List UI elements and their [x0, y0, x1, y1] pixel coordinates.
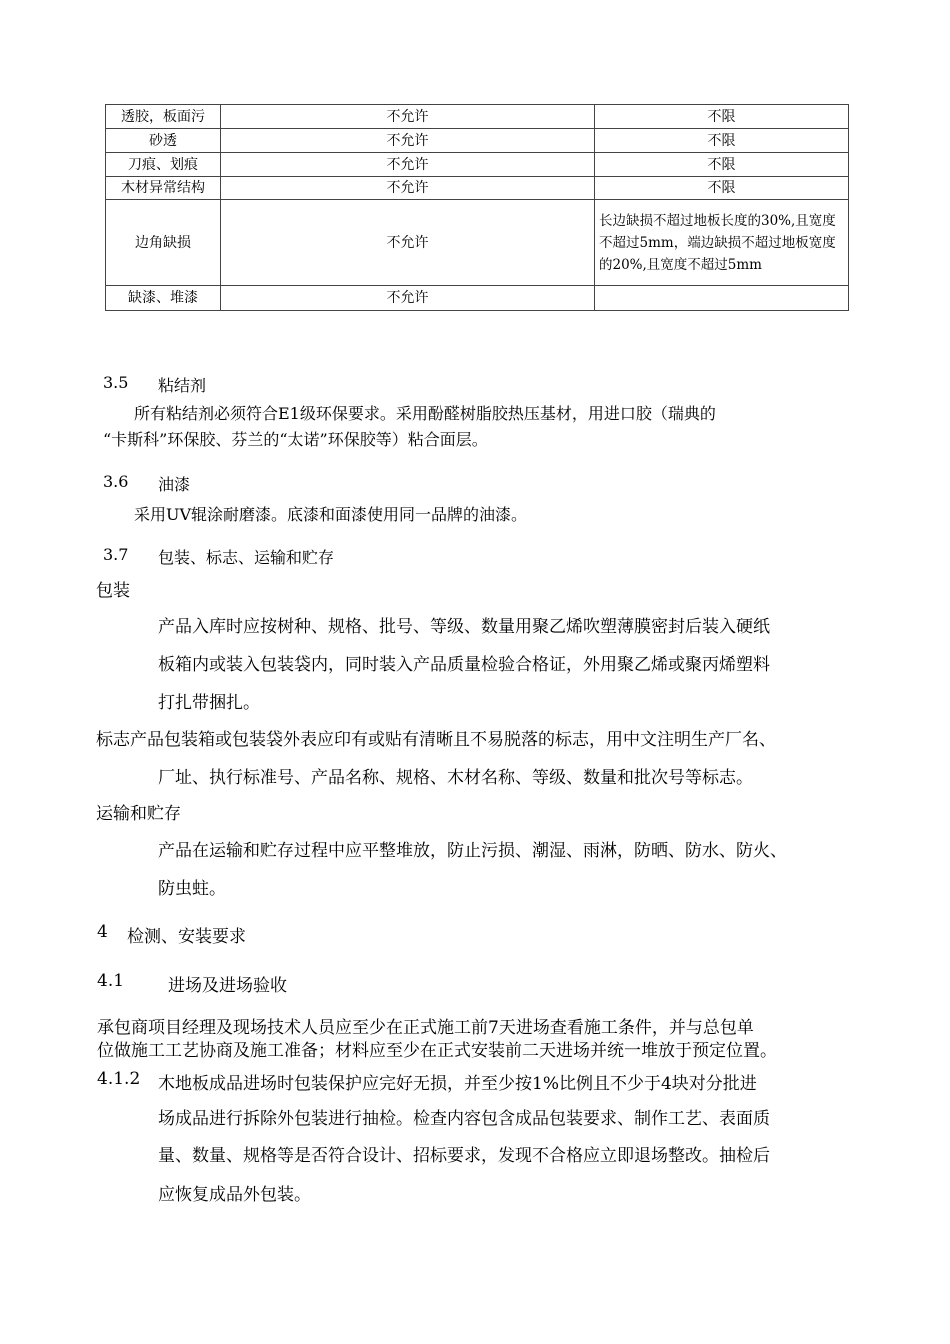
section-number: 3.6	[103, 472, 129, 491]
table-cell-grade-a: 不允许	[221, 105, 595, 129]
table-row	[106, 286, 849, 311]
table-cell-grade-a: 不允许	[221, 200, 595, 286]
table-cell-grade-a: 不允许	[221, 153, 595, 177]
section-title: 检测、安装要求	[127, 927, 246, 947]
table-cell-defect: 边角缺损	[106, 200, 221, 286]
paragraph-line: 木地板成品进场时包装保护应完好无损，并至少按1%比例且不少于4块对分批进	[158, 1074, 757, 1094]
table-cell-grade-b	[595, 286, 849, 311]
paragraph-line: 承包商项目经理及现场技术人员应至少在正式施工前7天进场查看施工条件，并与总包单	[97, 1018, 754, 1038]
paragraph-line: “卡斯科”环保胶、芬兰的“太诺”环保胶等）粘合面层。	[103, 430, 488, 449]
paragraph-line: 打扎带捆扎。	[158, 693, 260, 713]
section-number: 4.1	[97, 971, 125, 991]
paragraph-line: 量、数量、规格等是否符合设计、招标要求，发现不合格应立即退场整改。抽检后	[158, 1146, 770, 1166]
paragraph-line: 厂址、执行标准号、产品名称、规格、木材名称、等级、数量和批次号等标志。	[158, 768, 753, 788]
section-number: 4	[97, 922, 108, 942]
section-title: 油漆	[158, 475, 191, 494]
section-title: 粘结剂	[158, 376, 207, 395]
table-cell-defect: 木材异常结构	[106, 177, 221, 200]
paragraph-line: 应恢复成品外包装。	[158, 1185, 311, 1205]
table-cell-grade-a: 不允许	[221, 286, 595, 311]
table-cell-grade-a: 不允许	[221, 129, 595, 153]
section-title: 包装、标志、运输和贮存	[158, 548, 335, 567]
paragraph-line: 产品在运输和贮存过程中应平整堆放，防止污损、潮湿、雨淋，防晒、防水、防火、	[158, 841, 787, 861]
table-row	[106, 177, 849, 200]
table-cell-grade-b: 不限	[595, 177, 849, 200]
table-cell-grade-b: 长边缺损不超过地板长度的30%,且宽度不超过5mm，端边缺损不超过地板宽度的20%,且宽度不超过5mm	[595, 200, 849, 286]
subheading: 运输和贮存	[96, 804, 181, 824]
table-row	[106, 153, 849, 177]
paragraph-line: 所有粘结剂必须符合E1级环保要求。采用酚醛树脂胶热压基材，用进口胶（瑞典的	[134, 404, 716, 423]
paragraph-line: 产品入库时应按树种、规格、批号、等级、数量用聚乙烯吹塑薄膜密封后装入硬纸	[158, 617, 770, 637]
paragraph-line: 标志产品包装箱或包装袋外表应印有或贴有清晰且不易脱落的标志，用中文注明生产厂名、	[96, 730, 776, 750]
table-cell-defect: 砂透	[106, 129, 221, 153]
table-cell-grade-b: 不限	[595, 105, 849, 129]
table-row	[106, 129, 849, 153]
paragraph-line: 采用UV辊涂耐磨漆。底漆和面漆使用同一品牌的油漆。	[134, 505, 528, 524]
table-cell-grade-b: 不限	[595, 129, 849, 153]
table-cell-grade-a: 不允许	[221, 177, 595, 200]
paragraph-line: 板箱内或装入包装袋内，同时装入产品质量检验合格证，外用聚乙烯或聚丙烯塑料	[158, 655, 770, 675]
subheading: 包装	[96, 581, 130, 601]
table-cell-defect: 缺漆、堆漆	[106, 286, 221, 311]
table-cell-defect: 刀痕、划痕	[106, 153, 221, 177]
section-number: 4.1.2	[97, 1069, 141, 1089]
defect-table	[105, 104, 849, 311]
table-row	[106, 105, 849, 129]
section-number: 3.5	[103, 373, 129, 392]
section-number: 3.7	[103, 545, 129, 564]
table-row	[106, 200, 849, 286]
table-cell-grade-b: 不限	[595, 153, 849, 177]
table-cell-defect: 透胶，板面污	[106, 105, 221, 129]
paragraph-line: 场成品进行拆除外包装进行抽检。检查内容包含成品包装要求、制作工艺、表面质	[158, 1109, 770, 1129]
section-title: 进场及进场验收	[168, 976, 287, 996]
paragraph-line: 位做施工工艺协商及施工准备；材料应至少在正式安装前二天进场并统一堆放于预定位置。	[97, 1041, 777, 1061]
paragraph-line: 防虫蛀。	[158, 879, 226, 899]
